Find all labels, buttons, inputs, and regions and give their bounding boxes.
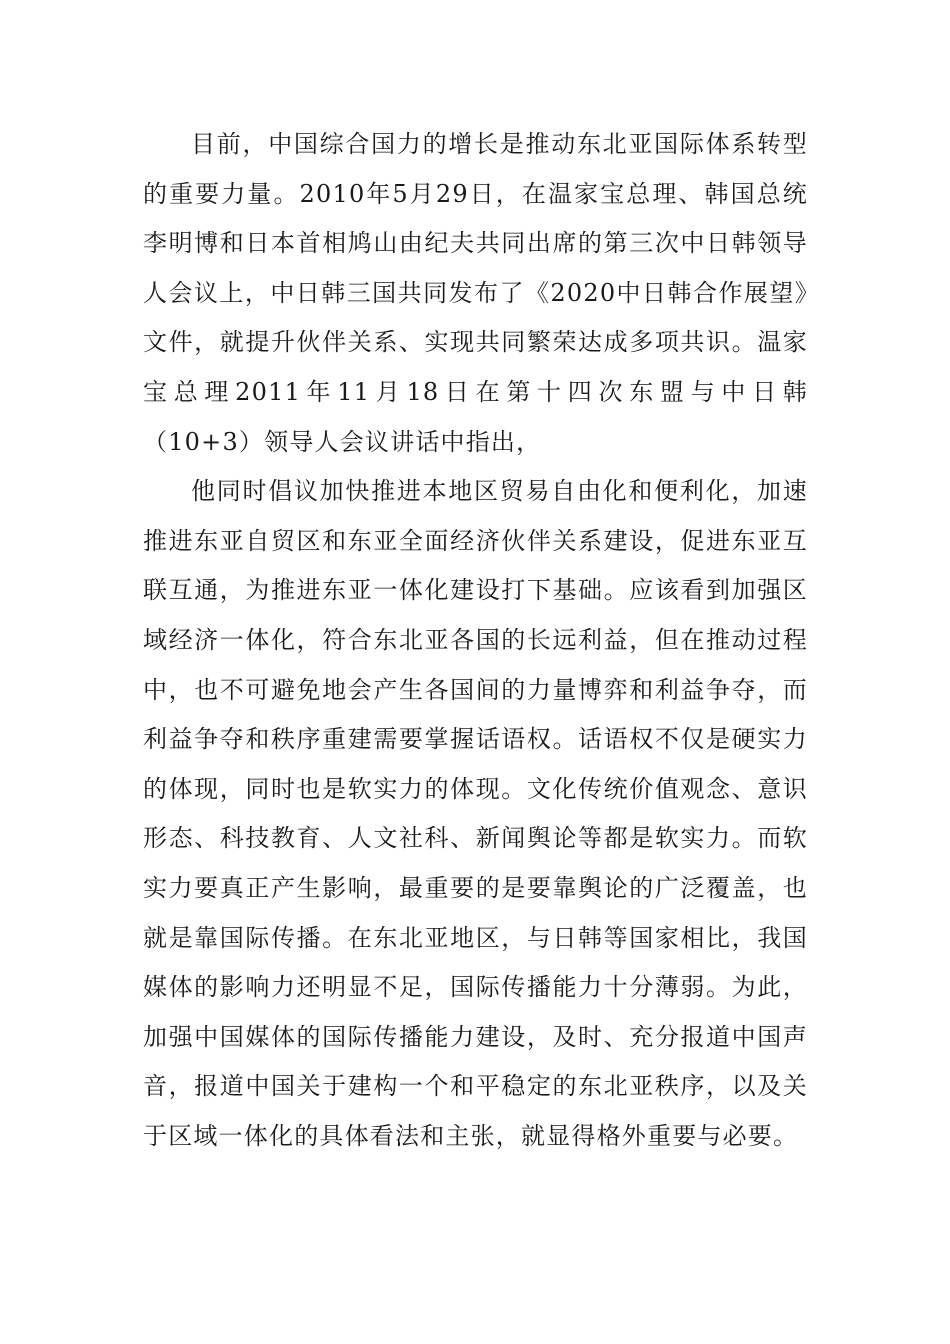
- paragraph-1: 目前，中国综合国力的增长是推动东北亚国际体系转型的重要力量。2010年5月29日，在温家宝总理、韩国总统李明博和日本首相鸠山由纪夫共同出席的第三次中日韩领导人会议上，中日韩三国共同发布了《2020中日韩合作展望》文件，就提升伙伴关系、实现共同繁荣达成多项共识。温家宝总理2011年11月18日在第十四次东盟与中日韩（10+3）领导人会议讲话中指出，: [143, 130, 808, 456]
- body-text: [143, 120, 808, 1161]
- paragraph-2: 他同时倡议加快推进本地区贸易自由化和便利化，加速推进东亚自贸区和东亚全面经济伙伴关系建设，促进东亚互联互通，为推进东亚一体化建设打下基础。应该看到加强区域经济一体化，符合东北亚各国的长远利益，但在推动过程中，也不可避免地会产生各国间的力量博弈和利益争夺，而利益争夺和秩序重建需要掌握话语权。话语权不仅是硬实力的体现，同时也是软实力的体现。文化传统价值观念、意识形态、科技教育、人文社科、新闻舆论等都是软实力。而软实力要真正产生影响，最重要的是要靠舆论的广泛覆盖，也就是靠国际传播。在东北亚地区，与日韩等国家相比，我国媒体的影响力还明显不足，国际传播能力十分薄弱。为此，加强中国媒体的国际传播能力建设，及时、充分报道中国声音，报道中国关于建构一个和平稳定的东北亚秩序，以及关于区域一体化的具体看法和主张，就显得格外重要与必要。: [143, 477, 808, 1150]
